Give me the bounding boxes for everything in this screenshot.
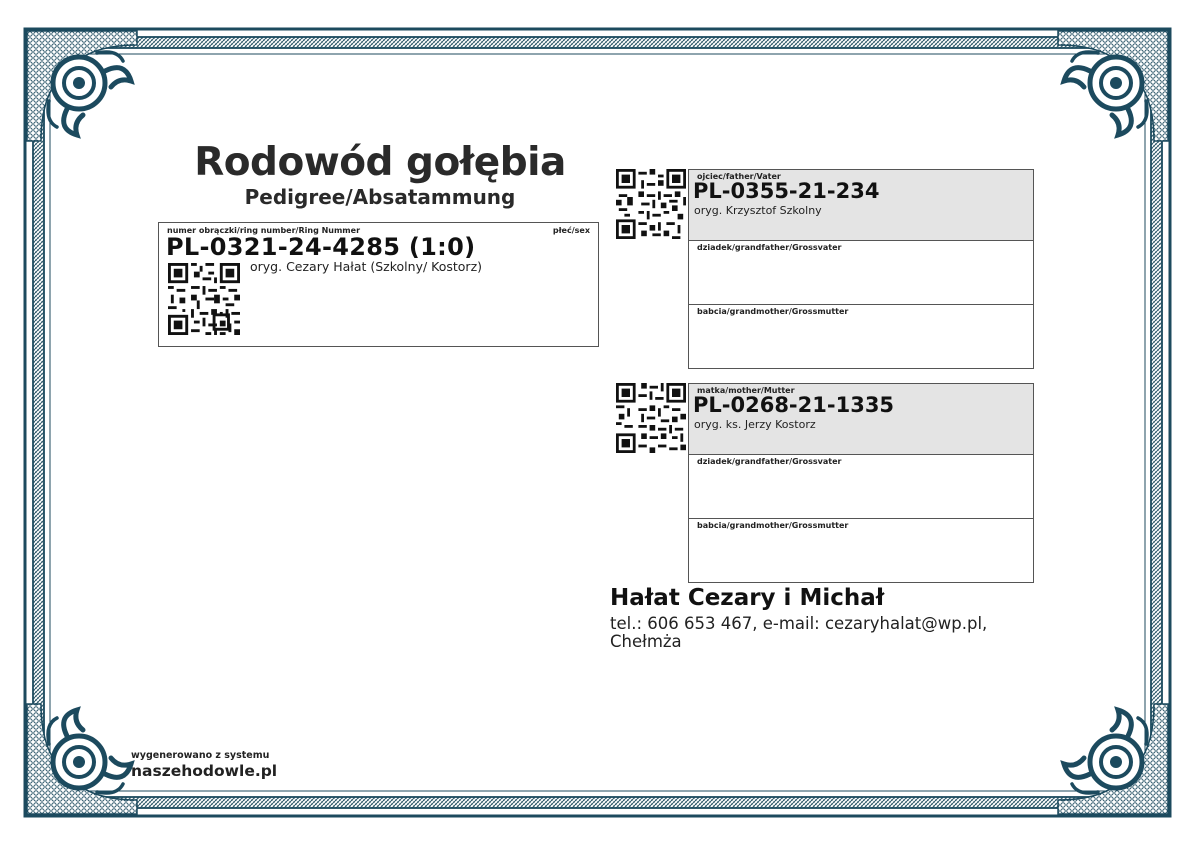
father-header: [689, 170, 1033, 241]
pigeon-owner: oryg. Cezary Hałat (Szkolny/ Kostorz): [250, 259, 483, 274]
generator-site: naszehodowle.pl: [131, 762, 278, 780]
mother-ring-number: PL-0268-21-1335: [693, 393, 895, 417]
maternal-grandfather-label: dziadek/grandfather/Grossvater: [697, 457, 842, 466]
ring-number-label: numer obrączki/ring number/Ring Nummer: [167, 226, 361, 235]
pigeon-qr-code: [168, 263, 240, 335]
sex-label: płeć/sex: [552, 226, 590, 235]
paternal-grandfather-row: [689, 241, 1033, 305]
maternal-grandmother-label: babcia/grandmother/Grossmutter: [697, 521, 849, 530]
paternal-grandfather-label: dziadek/grandfather/Grossvater: [697, 243, 842, 252]
page-subtitle: Pedigree/Absatammung: [244, 185, 516, 209]
page-title: Rodowód gołębia: [194, 140, 566, 185]
mother-label: matka/mother/Mutter: [697, 386, 795, 395]
pigeon-ring-box: [158, 222, 599, 347]
mother-qr-code: [616, 383, 686, 453]
mother-owner: oryg. ks. Jerzy Kostorz: [694, 418, 816, 431]
breeder-name: Hałat Cezary i Michał: [610, 585, 885, 611]
mother-header: [689, 384, 1033, 455]
paternal-grandmother-label: babcia/grandmother/Grossmutter: [697, 307, 849, 316]
father-owner: oryg. Krzysztof Szkolny: [694, 204, 822, 217]
paternal-grandmother-row: [689, 305, 1033, 368]
generated-label: wygenerowano z systemu: [131, 750, 270, 761]
father-box: [688, 169, 1034, 369]
pigeon-ring-number: PL-0321-24-4285 (1:0): [166, 233, 476, 261]
maternal-grandfather-row: [689, 455, 1033, 519]
father-ring-number: PL-0355-21-234: [693, 179, 880, 203]
father-qr-code: [616, 169, 686, 239]
mother-box: [688, 383, 1034, 583]
breeder-contact: tel.: 606 653 467, e-mail: cezaryhalat@wp.pl, Chełmża: [610, 614, 988, 651]
father-label: ojciec/father/Vater: [697, 172, 781, 181]
maternal-grandmother-row: [689, 519, 1033, 582]
